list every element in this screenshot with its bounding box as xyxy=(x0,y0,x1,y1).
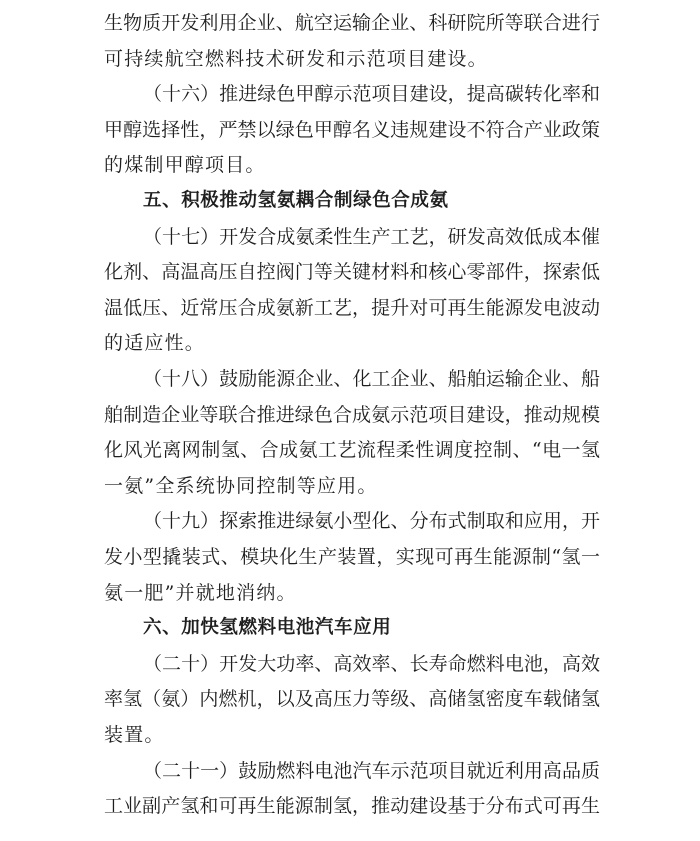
paragraph-21-start: （二十一）鼓励燃料电池汽车示范项目就近利用高品质 xyxy=(143,760,600,782)
text-line: 率氢（氨）内燃机，以及高压力等级、高储氢密度车载储氢 xyxy=(104,688,600,710)
text-line: 甲醇选择性，严禁以绿色甲醇名义违规建设不符合产业政策 xyxy=(104,119,600,141)
paragraph-19-start: （十九）探索推进绿氨小型化、分布式制取和应用，开 xyxy=(143,510,600,532)
text-line: 一氨”全系统协同控制等应用。 xyxy=(104,475,378,497)
text-line: 可持续航空燃料技术研发和示范项目建设。 xyxy=(104,48,488,70)
section-heading-6: 六、加快氢燃料电池汽车应用 xyxy=(143,617,392,638)
text-line: 化风光离网制氢、合成氨工艺流程柔性调度控制、“电一氢 xyxy=(104,439,600,461)
paragraph-16-start: （十六）推进绿色甲醇示范项目建设，提高碳转化率和 xyxy=(143,83,600,105)
text-line: 生物质开发利用企业、航空运输企业、科研院所等联合进行 xyxy=(104,12,600,34)
text-line: 的适应性。 xyxy=(104,332,206,354)
text-line: 温低压、近常压合成氨新工艺，提升对可再生能源发电波动 xyxy=(104,297,600,319)
text-line: 发小型撬装式、模块化生产装置，实现可再生能源制“氢一 xyxy=(104,546,600,568)
text-line: 化剂、高温高压自控阀门等关键材料和核心零部件，探索低 xyxy=(104,261,600,283)
paragraph-20-start: （二十）开发大功率、高效率、长寿命燃料电池，高效 xyxy=(143,653,600,675)
text-line: 的煤制甲醇项目。 xyxy=(104,154,266,176)
paragraph-18-start: （十八）鼓励能源企业、化工企业、船舶运输企业、船 xyxy=(143,368,600,390)
text-line: 工业副产氢和可再生能源制氢，推动建设基于分布式可再生 xyxy=(104,795,600,817)
text-line: 舶制造企业等联合推进绿色合成氨示范项目建设，推动规模 xyxy=(104,404,600,426)
section-heading-5: 五、积极推动氢氨耦合制绿色合成氨 xyxy=(143,190,449,211)
text-line: 氨一肥”并就地消纳。 xyxy=(104,582,297,604)
text-line: 装置。 xyxy=(104,724,165,746)
paragraph-17-start: （十七）开发合成氨柔性生产工艺，研发高效低成本催 xyxy=(143,226,600,248)
